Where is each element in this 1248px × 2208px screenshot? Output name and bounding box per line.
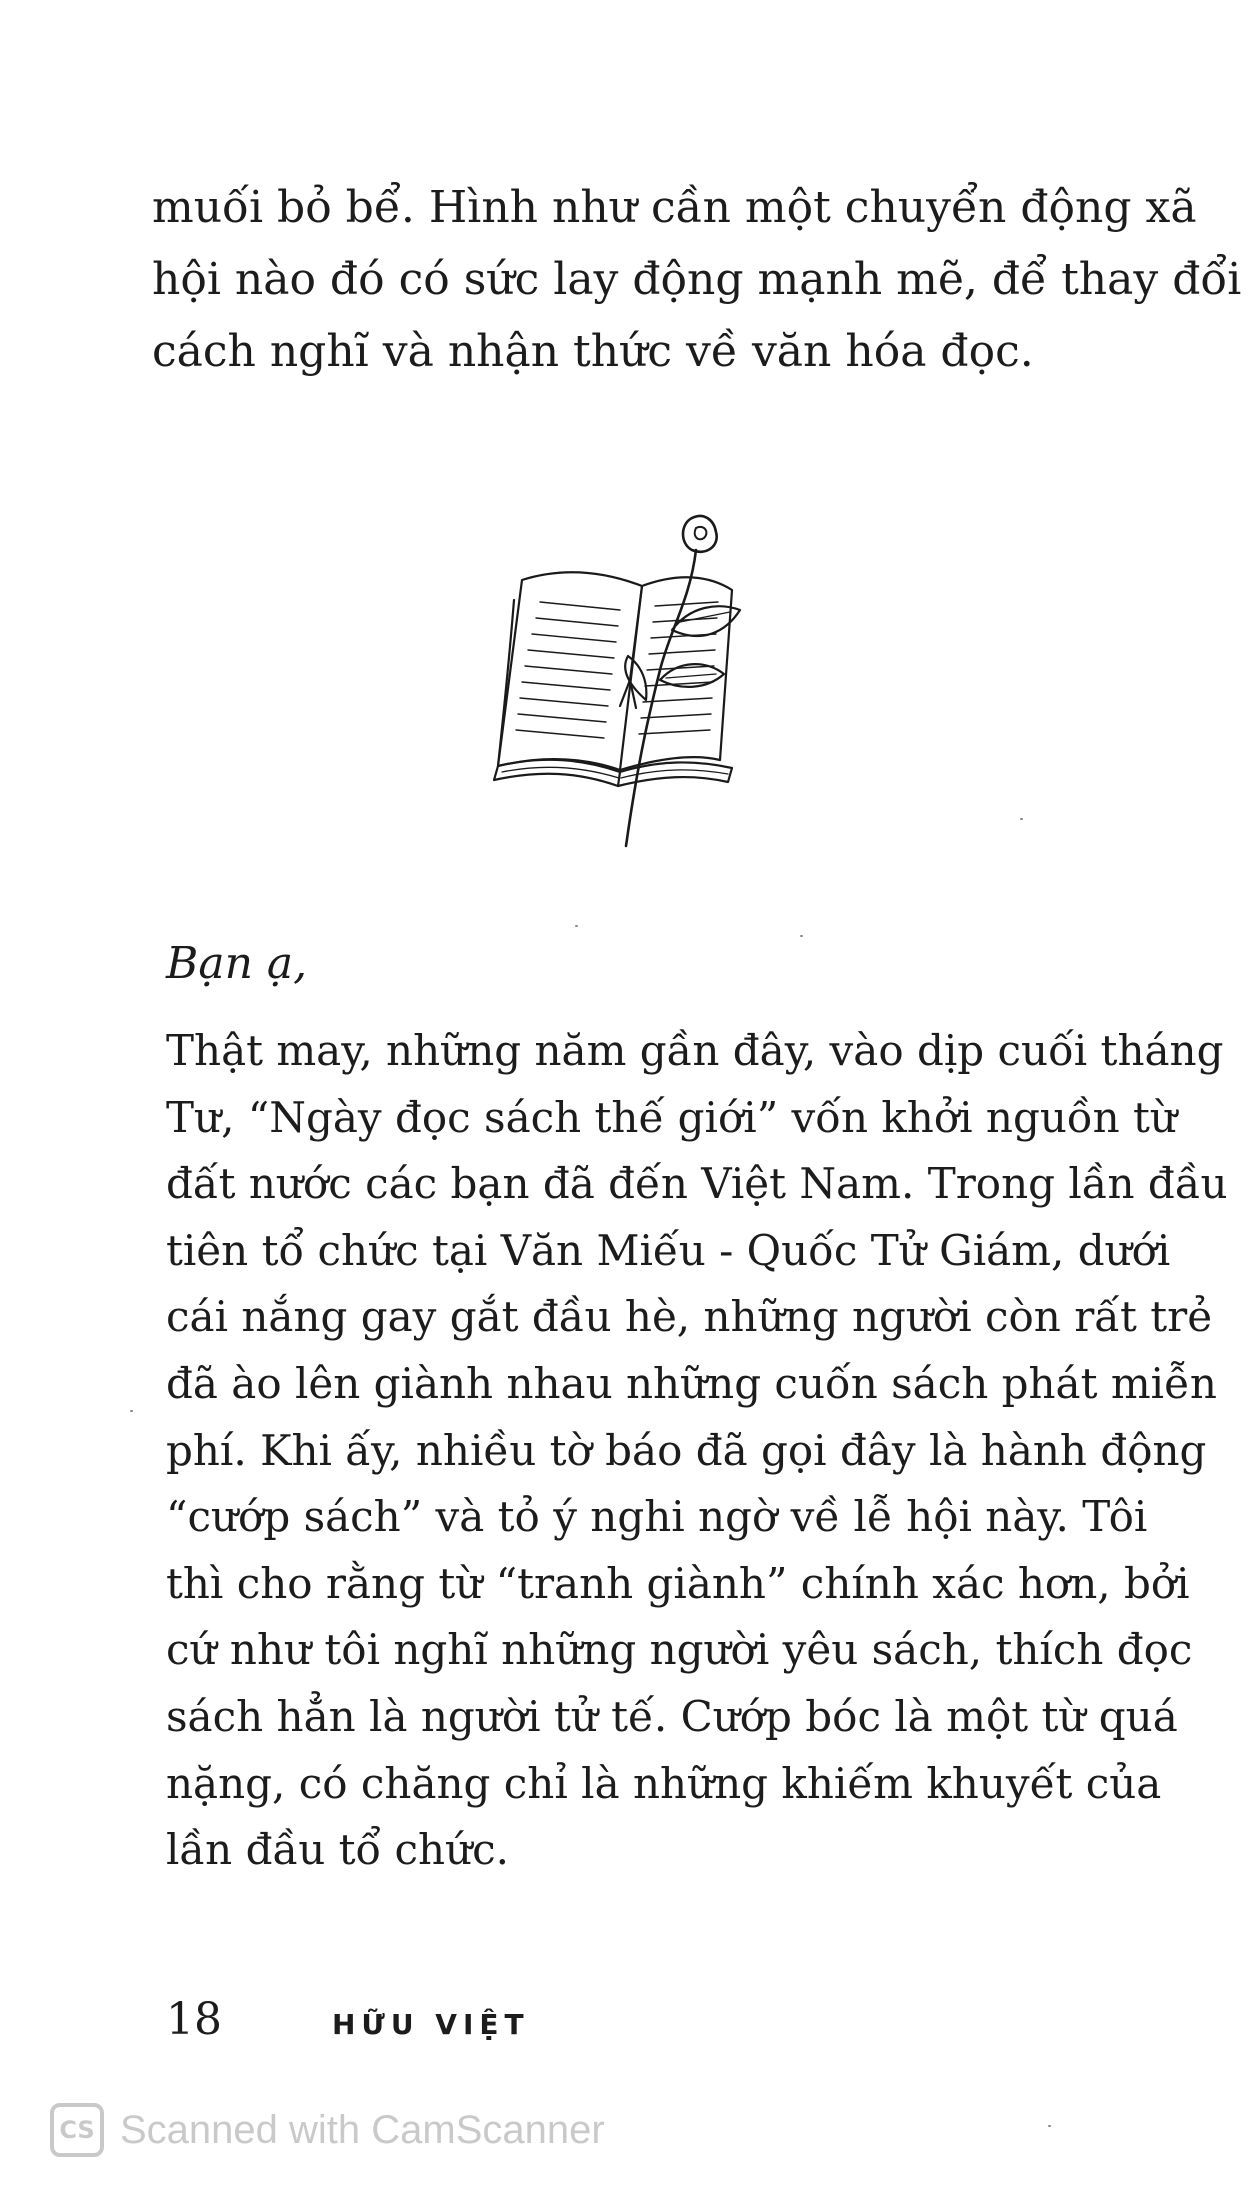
text-line: lần đầu tổ chức. — [166, 1825, 510, 1875]
text-line: hội nào đó có sức lay động mạnh mẽ, để thay đổi — [152, 254, 1242, 305]
watermark-text: Scanned with CamScanner — [120, 2107, 605, 2152]
text-line: thì cho rằng từ “tranh giành” chính xác hơn, bởi — [166, 1558, 1190, 1608]
scan-speck — [1048, 2125, 1051, 2127]
text-line: Thật may, những năm gần đây, vào dịp cuối tháng — [166, 1026, 1224, 1075]
scan-speck — [130, 1410, 133, 1412]
scan-speck — [800, 935, 803, 937]
book-rose-illustration — [470, 510, 810, 850]
scan-speck — [575, 925, 578, 927]
text-line: đất nước các bạn đã đến Việt Nam. Trong lần đầu — [166, 1159, 1228, 1209]
text-line: cái nắng gay gắt đầu hè, những người còn rất trẻ — [166, 1292, 1213, 1342]
text-line: “cướp sách” và tỏ ý nghi ngờ về lễ hội này. Tôi — [166, 1492, 1148, 1542]
scan-speck — [1020, 818, 1023, 820]
text-line: đã ào lên giành nhau những cuốn sách phát miễn — [166, 1358, 1217, 1408]
camscanner-watermark — [50, 2103, 605, 2157]
text-line: cách nghĩ và nhận thức về văn hóa đọc. — [152, 326, 1034, 377]
page-number: 18 — [166, 1994, 222, 2045]
running-head: HỮU VIỆT — [332, 2008, 530, 2041]
text-line: sách hẳn là người tử tế. Cướp bóc là một từ quá — [166, 1691, 1178, 1741]
page-footer — [166, 1994, 530, 2045]
camscanner-logo-icon: CS — [50, 2103, 104, 2157]
text-line: tiên tổ chức tại Văn Miếu - Quốc Tử Giám, dưới — [166, 1225, 1171, 1275]
body-paragraph — [166, 1018, 1228, 1884]
text-line: cứ như tôi nghĩ những người yêu sách, thích đọc — [166, 1625, 1193, 1675]
text-line: phí. Khi ấy, nhiều tờ báo đã gọi đây là hành động — [166, 1425, 1207, 1475]
text-line: nặng, có chăng chỉ là những khiếm khuyết của — [166, 1758, 1162, 1808]
text-line: Tư, “Ngày đọc sách thế giới” vốn khởi nguồn từ — [166, 1092, 1177, 1142]
top-paragraph — [152, 172, 1242, 388]
salutation: Bạn ạ, — [166, 938, 308, 989]
text-line: muối bỏ bể. Hình như cần một chuyển động xã — [152, 182, 1197, 233]
